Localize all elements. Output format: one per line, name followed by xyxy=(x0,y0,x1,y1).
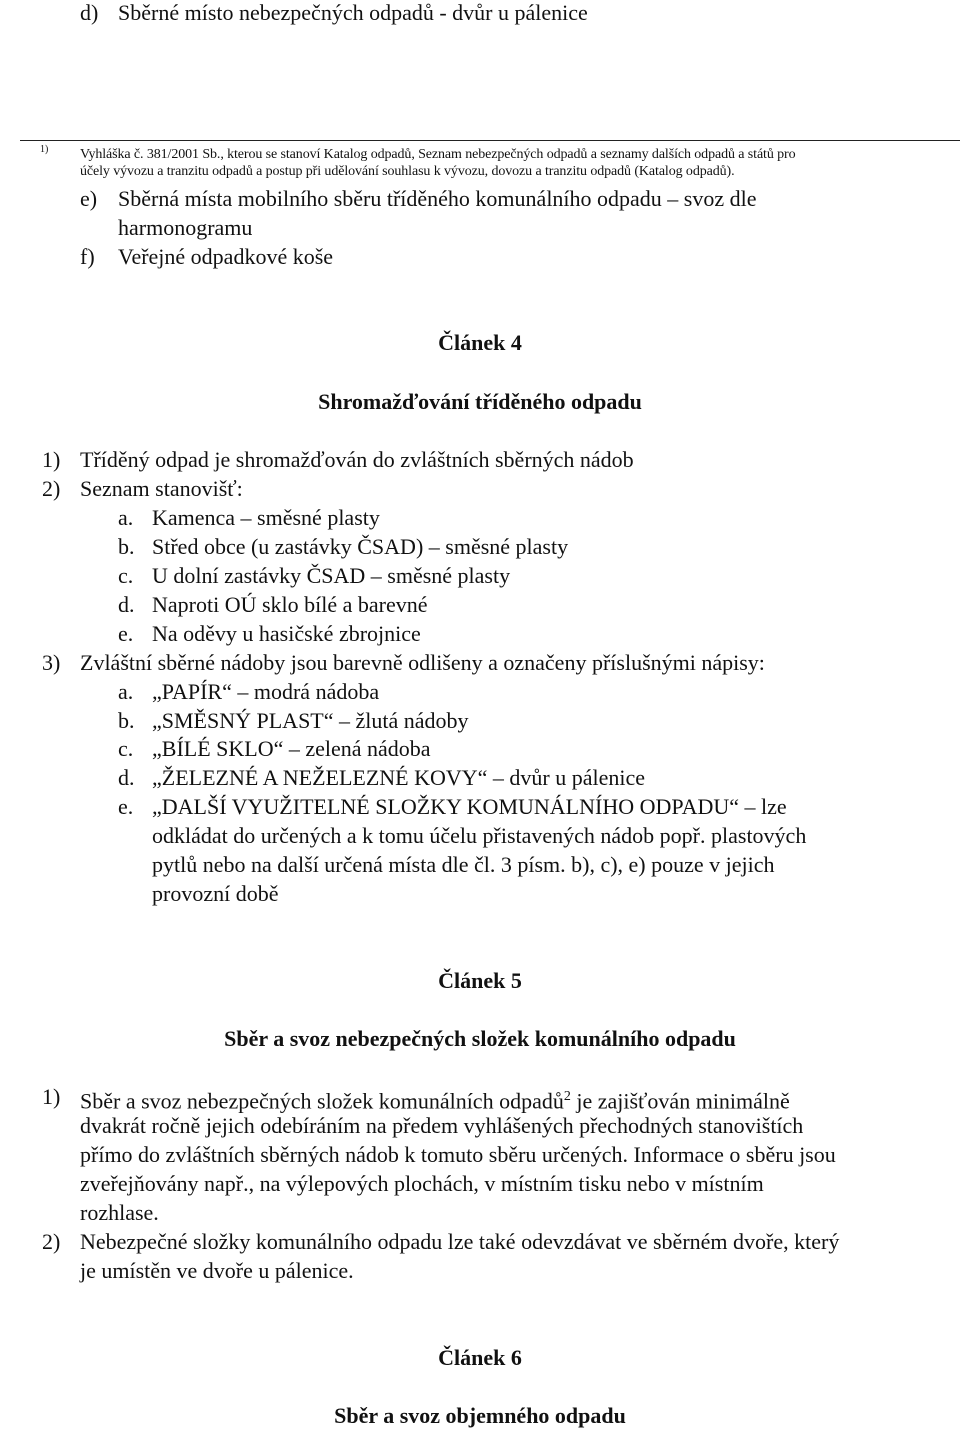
a5-p2-line-1: Nebezpečné složky komunálního odpadu lze také odevzdávat ve sběrném dvoře, který xyxy=(80,1229,840,1254)
top-item-text: Sběrné místo nebezpečných odpadů - dvůr u pálenice xyxy=(118,0,588,25)
a5-p1-line: přímo do zvláštních sběrných nádob k tomuto sběru určených. Informace o sběru jsou xyxy=(80,1142,836,1167)
item-e-line-2: harmonogramu xyxy=(118,215,253,240)
label-marker: d. xyxy=(118,765,135,790)
a4-p1-marker: 1) xyxy=(42,447,61,472)
item-e-marker: e) xyxy=(80,186,98,211)
article-5-subheading: Sběr a svoz nebezpečných složek komunálního odpadu xyxy=(224,1026,736,1051)
a4-p2-text: Seznam stanovišť: xyxy=(80,476,243,501)
label-item: „PAPÍR“ – modrá nádoba xyxy=(152,679,380,704)
footnote-line-2: účely vývozu a tranzitu odpadů a postup při udělování souhlasu k vývozu, dovozu a tranzitu odpadů (Katalog odpadů). xyxy=(80,164,735,179)
site-marker: c. xyxy=(118,563,134,588)
a4-p3-marker: 3) xyxy=(42,650,61,675)
a4-p1-text: Tříděný odpad je shromažďován do zvláštních sběrných nádob xyxy=(80,447,634,472)
label-item: „SMĚSNÝ PLAST“ – žlutá nádoby xyxy=(152,708,469,733)
site-marker: d. xyxy=(118,592,135,617)
a5-p1-line-1: Sběr a svoz nebezpečných složek komunálních odpadů$^2$ je zajišťován minimálně xyxy=(80,1088,790,1114)
site-marker: b. xyxy=(118,534,135,559)
label-marker: b. xyxy=(118,708,135,733)
article-4-heading: Článek 4 xyxy=(438,330,522,355)
footnote-marker: 1) xyxy=(40,144,49,155)
label-item: „DALŠÍ VYUŽITELNÉ SLOŽKY KOMUNÁLNÍHO ODPADU“ – lze xyxy=(152,794,787,819)
a4-p2-marker: 2) xyxy=(42,476,61,501)
site-item: Kamenca – směsné plasty xyxy=(152,505,380,530)
a5-p1-line: dvakrát ročně jejich odebíráním na předem vyhlášených přechodných stanovištích xyxy=(80,1113,804,1138)
site-item: Naproti OÚ sklo bílé a barevné xyxy=(152,592,428,617)
article-4-subheading: Shromažďování tříděného odpadu xyxy=(318,389,642,414)
label-item: „BÍLÉ SKLO“ – zelená nádoba xyxy=(152,736,431,761)
label-marker: a. xyxy=(118,679,134,704)
site-item: U dolní zastávky ČSAD – směsné plasty xyxy=(152,563,511,588)
article-5-heading: Článek 5 xyxy=(438,968,522,993)
footnote-ref: 2 xyxy=(563,1089,571,1104)
footnote-separator xyxy=(20,140,960,141)
item-f-marker: f) xyxy=(80,244,95,269)
a5-p1-line: zveřejňovány např., na výlepových plochách, v místním tisku nebo v místním xyxy=(80,1171,764,1196)
label-item-cont: pytlů nebo na další určená místa dle čl. 3 písm. b), c), e) pouze v jejich xyxy=(152,852,775,877)
a5-p1-line: rozhlase. xyxy=(80,1200,159,1225)
a4-p3-text: Zvláštní sběrné nádoby jsou barevně odlišeny a označeny příslušnými nápisy: xyxy=(80,650,765,675)
label-item-cont: provozní době xyxy=(152,881,279,906)
top-item-marker: d) xyxy=(80,0,99,25)
a5-p1-marker: 1) xyxy=(42,1084,61,1109)
site-item: Střed obce (u zastávky ČSAD) – směsné plasty xyxy=(152,534,569,559)
article-6-heading: Článek 6 xyxy=(438,1345,522,1370)
item-f-text: Veřejné odpadkové koše xyxy=(118,244,334,269)
item-e-line-1: Sběrná místa mobilního sběru tříděného komunálního odpadu – svoz dle xyxy=(118,186,757,211)
site-item: Na oděvy u hasičské zbrojnice xyxy=(152,621,421,646)
label-marker: c. xyxy=(118,736,134,761)
article-6-subheading: Sběr a svoz objemného odpadu xyxy=(334,1403,626,1428)
label-marker: e. xyxy=(118,794,134,819)
a5-p2-marker: 2) xyxy=(42,1229,61,1254)
site-marker: a. xyxy=(118,505,134,530)
a5-p2-line: je umístěn ve dvoře u pálenice. xyxy=(80,1258,354,1283)
site-marker: e. xyxy=(118,621,134,646)
footnote-line-1: Vyhláška č. 381/2001 Sb., kterou se stanoví Katalog odpadů, Seznam nebezpečných odpadů a seznamy dalších odpadů a států pro xyxy=(80,147,796,162)
label-item: „ŽELEZNÉ A NEŽELEZNÉ KOVY“ – dvůr u pálenice xyxy=(152,765,646,790)
label-item-cont: odkládat do určených a k tomu účelu přistavených nádob popř. plastových xyxy=(152,823,807,848)
